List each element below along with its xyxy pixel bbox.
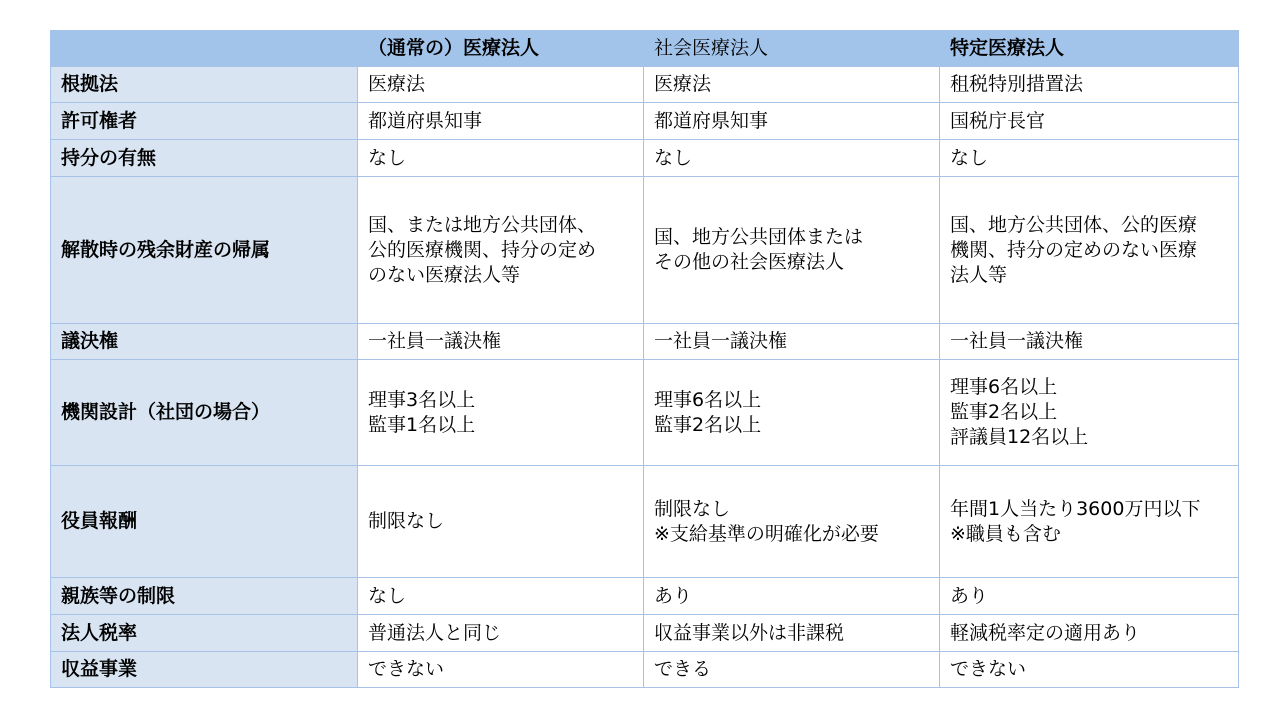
table-cell: 医療法 [358, 67, 644, 103]
header-row [51, 31, 1239, 67]
table-row [51, 324, 1239, 360]
row-label: 根拠法 [51, 67, 358, 103]
row-label: 収益事業 [51, 652, 358, 688]
table-cell: なし [358, 578, 644, 615]
header-cell-empty [51, 31, 358, 67]
row-label: 法人税率 [51, 615, 358, 652]
table-cell: 制限なし ※支給基準の明確化が必要 [644, 466, 940, 578]
table-cell: 普通法人と同じ [358, 615, 644, 652]
table-cell: 国税庁長官 [940, 103, 1239, 140]
table-cell: 理事3名以上 監事1名以上 [358, 360, 644, 466]
table-cell: 一社員一議決権 [940, 324, 1239, 360]
table-cell: 一社員一議決権 [358, 324, 644, 360]
row-label: 持分の有無 [51, 140, 358, 177]
row-label: 許可権者 [51, 103, 358, 140]
table-row [51, 615, 1239, 652]
table-cell: 理事6名以上 監事2名以上 [644, 360, 940, 466]
comparison-table [50, 30, 1239, 688]
row-label: 議決権 [51, 324, 358, 360]
table-cell: 都道府県知事 [644, 103, 940, 140]
table-row [51, 360, 1239, 466]
table-cell: 国、地方公共団体、公的医療 機関、持分の定めのない医療 法人等 [940, 177, 1239, 324]
header-regular-medical-corporation: （通常の）医療法人 [358, 31, 644, 67]
row-label: 機関設計（社団の場合） [51, 360, 358, 466]
table-cell: なし [644, 140, 940, 177]
table-cell: なし [940, 140, 1239, 177]
row-label: 役員報酬 [51, 466, 358, 578]
table-cell: なし [358, 140, 644, 177]
table-row [51, 177, 1239, 324]
table-cell: 年間1人当たり3600万円以下 ※職員も含む [940, 466, 1239, 578]
table-cell: あり [644, 578, 940, 615]
row-label: 親族等の制限 [51, 578, 358, 615]
table-row [51, 652, 1239, 688]
table-cell: 理事6名以上 監事2名以上 評議員12名以上 [940, 360, 1239, 466]
table-cell: 国、地方公共団体または その他の社会医療法人 [644, 177, 940, 324]
table-cell: 租税特別措置法 [940, 67, 1239, 103]
table-cell: 都道府県知事 [358, 103, 644, 140]
row-label: 解散時の残余財産の帰属 [51, 177, 358, 324]
table-cell: あり [940, 578, 1239, 615]
table-cell: できない [358, 652, 644, 688]
table-row [51, 67, 1239, 103]
table-row [51, 103, 1239, 140]
table-cell: できる [644, 652, 940, 688]
table-cell: できない [940, 652, 1239, 688]
table-row [51, 578, 1239, 615]
header-social-medical-corporation: 社会医療法人 [644, 31, 940, 67]
table-row [51, 140, 1239, 177]
table-cell: 国、または地方公共団体、 公的医療機関、持分の定め のない医療法人等 [358, 177, 644, 324]
table-cell: 軽減税率定の適用あり [940, 615, 1239, 652]
header-specified-medical-corporation: 特定医療法人 [940, 31, 1239, 67]
table-cell: 医療法 [644, 67, 940, 103]
table-row [51, 466, 1239, 578]
table-cell: 一社員一議決権 [644, 324, 940, 360]
table-cell: 制限なし [358, 466, 644, 578]
table-cell: 収益事業以外は非課税 [644, 615, 940, 652]
